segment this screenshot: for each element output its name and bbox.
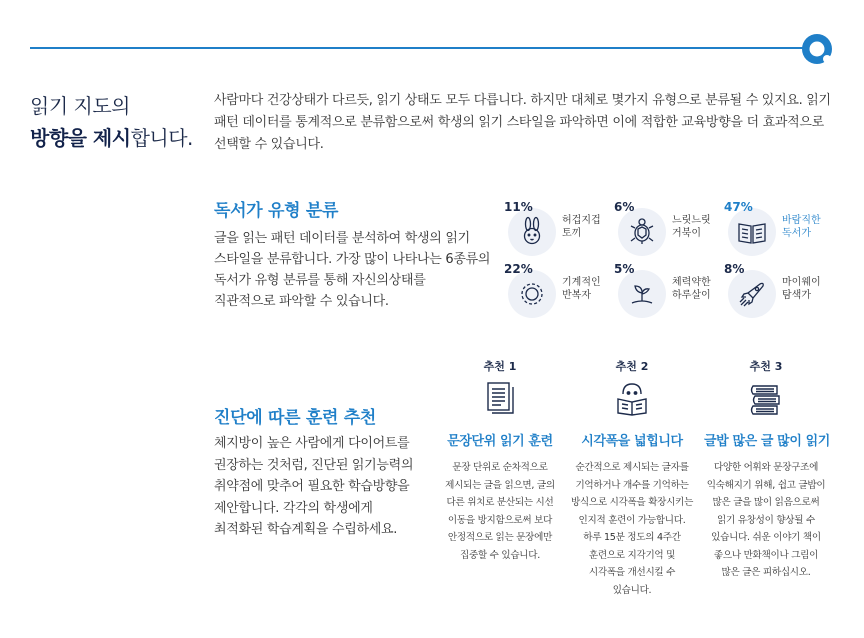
page-title — [30, 90, 193, 154]
rocket-icon — [736, 278, 768, 310]
type-percent: 5% — [614, 262, 635, 276]
training-line: 권장하는 것처럼, 진단된 읽기능력의 — [214, 457, 414, 473]
rec-tag: 추천 2 — [615, 360, 649, 373]
type-percent: 8% — [724, 262, 745, 276]
type-label: 기계적인 반복자 — [562, 277, 601, 301]
type-label: 체력약한 하루살이 — [672, 277, 711, 301]
title-rest: 합니다. — [130, 126, 193, 150]
classification-title: 독서가 유형 분류 — [214, 201, 339, 221]
document-icon — [483, 380, 517, 416]
title-bold: 방향을 제시 — [30, 126, 131, 150]
recommendation-2 — [570, 358, 694, 599]
type-label: 느릿느릿 거북이 — [672, 215, 711, 239]
rec-text: 다양한 어휘와 문장구조에 익숙해지기 위해, 쉽고 글밥이 많은 글을 많이 읽음으로써 읽기 유창성이 향상될 수 있습니다. 쉬운 이야기 책이 좋으나 만화책이나 그림이 많은 글은 피하십시오. — [706, 462, 826, 578]
rec-text: 순간적으로 제시되는 글자를 기억하거나 개수를 기억하는 방식으로 시각폭을 확장시키는 인지적 훈련이 가능합니다. 하루 15분 정도의 4주간 훈련으로 지각기억 및 시각폭을 개선시킬 수 있습니다. — [570, 462, 694, 596]
reading-person-icon — [615, 380, 649, 416]
type-rabbit — [504, 200, 614, 256]
type-percent: 11% — [504, 200, 533, 214]
type-label: 허겁지겁 토끼 — [562, 215, 601, 239]
gear-icon — [516, 278, 548, 310]
training-line: 취약점에 맞추어 필요한 학습방향을 — [214, 479, 410, 494]
rec-title: 문장단위 읽기 훈련 — [447, 434, 553, 449]
type-reader — [724, 200, 834, 256]
training-line: 최적화된 학습계획을 수립하세요. — [214, 522, 398, 537]
classification-line: 스타일을 분류합니다. 가장 많이 나타나는 6종류의 — [214, 252, 491, 267]
recommendation-3 — [704, 358, 828, 582]
type-label: 마이웨이 탐색가 — [782, 277, 821, 301]
rec-text: 문장 단위로 순차적으로 제시되는 글을 읽으면, 글의 다른 위치로 분산되는 시선 이동을 방지함으로써 보다 안정적으로 읽는 문장에만 집중할 수 있습니다. — [445, 462, 555, 561]
logo-icon — [800, 32, 834, 66]
type-percent: 47% — [724, 200, 753, 214]
book-stack-icon — [749, 380, 783, 416]
type-percent: 6% — [614, 200, 635, 214]
rec-tag: 추천 1 — [483, 360, 517, 373]
rec-title: 시각폭을 넓힙니다 — [581, 434, 683, 449]
type-explorer — [724, 262, 834, 318]
type-percent: 22% — [504, 262, 533, 276]
classification-line: 직관적으로 파악할 수 있습니다. — [214, 294, 389, 309]
training-text — [214, 433, 444, 541]
classification-line: 글을 읽는 패턴 데이터를 분석하여 학생의 읽기 — [214, 231, 470, 246]
classification-line: 독서가 유형 분류를 통해 자신의상태를 — [214, 273, 426, 288]
turtle-icon — [626, 216, 658, 248]
intro-text: 사람마다 건강상태가 다르듯, 읽기 상태도 모두 다릅니다. 하지만 대체로 몇가지 유형으로 분류될 수 있지요. 읽기 패턴 데이터를 통계적으로 분류함으로써 학생의 읽기 스타일을 파악하면 이에 적합한 교육방향을 더 효과적으로 선택할 수 있습니다. — [214, 93, 831, 152]
training-title: 진단에 따른 훈련 추천 — [214, 408, 376, 428]
recommendation-1 — [438, 358, 562, 564]
rec-title: 글밥 많은 글 많이 읽기 — [704, 434, 830, 449]
sprout-icon — [626, 278, 658, 310]
type-mayfly — [614, 262, 724, 318]
open-book-icon — [736, 216, 768, 248]
type-repeater — [504, 262, 614, 318]
type-label: 바람직한 독서가 — [782, 215, 821, 239]
title-line1: 읽기 지도의 — [30, 94, 130, 118]
header-rule — [30, 47, 820, 49]
training-line: 체지방이 높은 사람에게 다이어트를 — [214, 436, 410, 451]
rec-tag: 추천 3 — [749, 360, 783, 373]
type-turtle — [614, 200, 724, 256]
training-line: 제안합니다. 각각의 학생에게 — [214, 500, 373, 516]
classification-text — [214, 228, 494, 312]
rabbit-icon — [516, 216, 548, 248]
